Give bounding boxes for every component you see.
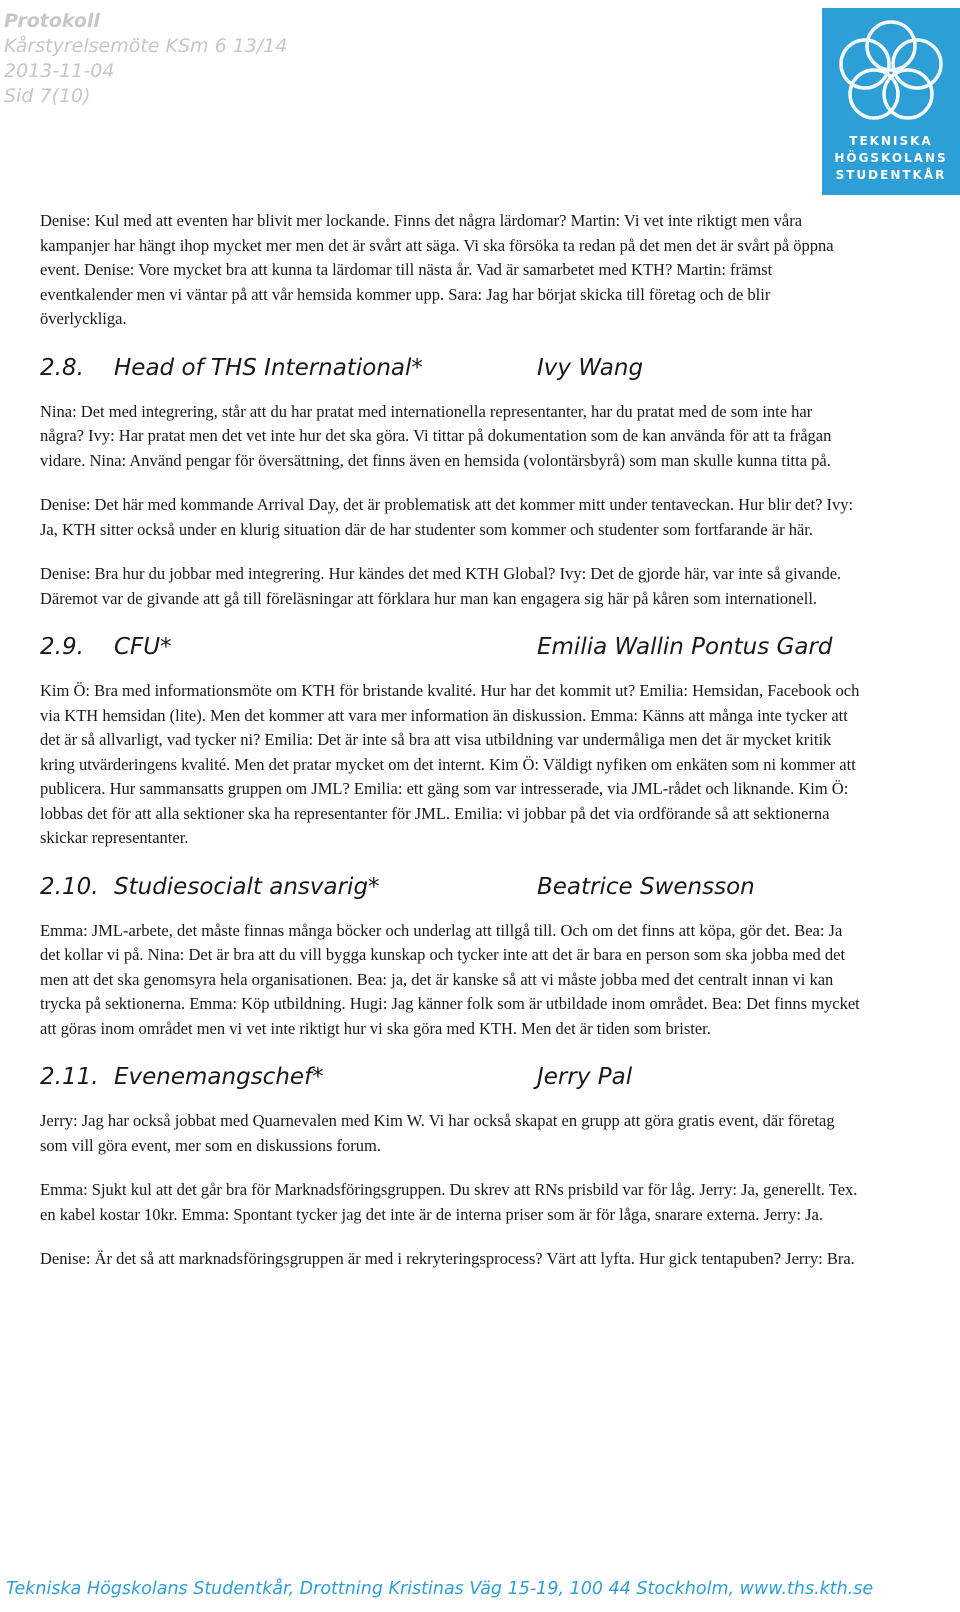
section-paragraph: Emma: JML-arbete, det måste finnas många böcker och underlag att tillgå till. Och om det finns att köpa, gör det. Bea: Ja det kollar vi på. Nina: Det är bra att du vill bygga kunskap och tycker inte att det är bara en person som ska jobba med det men att det ska genomsyra hela organisationen. Bea: ja, det är kanske så att vi måste jobba med det centralt innan vi kan trycka på sektionerna. Emma: Köp utbildning. Hugi: Jag känner folk som är utbildade inom området. Bea: Det finns mycket att göras inom området men vi vet inte riktigt hur vi ska göra med KTH. Men det är tiden som brister.	[40, 920, 860, 1038]
document-header	[4, 9, 287, 109]
intro-paragraph: Denise: Kul med att eventen har blivit mer lockande. Finns det några lärdomar? Martin: Vi vet inte riktigt men våra kampanjer har hängt ihop mycket mer men det är svårt att säga. Vi ska försöka ta redan på det men det är svårt på öppna event. Denise: Vore mycket bra att kunna ta lärdomar till nästa år. Vad är samarbetet med KTH? Martin: främst eventkalender men vi väntar på att vår hemsida kommer upp. Sara: Jag har börjat skicka till företag och de blir överlyckliga.	[40, 211, 834, 328]
section-title: CFU*	[114, 634, 172, 660]
section-person: Beatrice Swensson	[537, 873, 755, 900]
section-number: 2.9.	[40, 634, 84, 660]
ths-logo	[822, 8, 960, 195]
section-paragraph: Emma: Sjukt kul att det går bra för Marknadsföringsgruppen. Du skrev att RNs prisbild var för låg. Jerry: Ja, generellt. Tex. en kabel kostar 10kr. Emma: Spontant tycker jag det inte är de interna priser som är för låga, snarare externa. Jerry: Ja.	[40, 1180, 858, 1224]
section-paragraph: Kim Ö: Bra med informationsmöte om KTH för bristande kvalité. Hur har det kommit ut? Emilia: Hemsidan, Facebook och via KTH hemsidan (lite). Men det kommer att vara mer information än diskussion. Emma: Känns att många inte tycker att det är så allvarligt, vad tycker ni? Emilia: Det är inte så bra att visa utbildning var undermåliga men det är mycket kritik kring utvärderingens kvalité. Men det pratar mycket om det internt. Kim Ö: Väldigt nyfiken om enkäten som ni kommer att publicera. Hur sammansatts gruppen om JML? Emilia: ett gäng som var intresserade, via JML-rådet och liknande. Kim Ö: lobbas det för att alla sektioner ska ha representanter för JML. Emilia: vi jobbar på det via ordförande så att sektionerna skickar representanter.	[40, 681, 860, 847]
meeting-date: 2013-11-04	[4, 60, 115, 82]
section-person: Emilia Wallin Pontus Gard	[537, 634, 833, 660]
logo-line-2: HÖGSKOLANS	[834, 151, 948, 165]
section-heading	[40, 871, 860, 903]
page-number: Sid 7(10)	[4, 85, 91, 107]
doc-type-title: Protokoll	[4, 10, 100, 32]
flower-rings-icon	[832, 16, 950, 128]
section-paragraph: Nina: Det med integrering, står att du har pratat med internationella representanter, har du pratat med de som inte har några? Ivy: Har pratat men det vet inte hur det ska göra. Vi tittar på dokumentation som de kan använda för att ta frågan vidare. Nina: Använd pengar för översättning, det finns även en hemsida (volontärsbyrå) som man skulle kunna titta på.	[40, 401, 832, 470]
section-title: Studiesocialt ansvarig*	[114, 873, 380, 900]
section-number: 2.11.	[40, 1064, 99, 1090]
section-person: Jerry Pal	[537, 1064, 633, 1090]
section-heading	[40, 1061, 860, 1093]
section-paragraph: Denise: Är det så att marknadsföringsgruppen är med i rekryteringsprocess? Värt att lyfta. Hur gick tentapuben? Jerry: Bra.	[40, 1249, 855, 1268]
logo-line-1: TEKNISKA	[849, 134, 933, 148]
section-number: 2.10.	[40, 873, 99, 900]
section-heading	[40, 352, 860, 384]
section-person: Ivy Wang	[537, 354, 644, 381]
section-title: Head of THS International*	[114, 354, 423, 381]
section-number: 2.8.	[40, 354, 84, 381]
section-paragraph: Denise: Det här med kommande Arrival Day, det är problematisk att det kommer mitt under tentaveckan. Hur blir det? Ivy: Ja, KTH sitter också under en klurig situation där de har studenter som kommer och studenter som fortfarande är här.	[40, 495, 854, 539]
page-footer: Tekniska Högskolans Studentkår, Drottning Kristinas Väg 15-19, 100 44 Stockholm, www.ths.kth.se	[6, 1579, 874, 1599]
section-paragraph: Denise: Bra hur du jobbar med integrering. Hur kändes det med KTH Global? Ivy: Det de gjorde här, var inte så givande. Däremot var de givande att gå till föreläsningar att förklara hur man kan engagera sig här på kåren som internationell.	[40, 564, 842, 608]
document-body	[40, 209, 860, 1292]
section-paragraph: Jerry: Jag har också jobbat med Quarnevalen med Kim W. Vi har också skapat en grupp att göra gratis event, där företag som vill göra event, mer som en diskussions forum.	[40, 1111, 835, 1155]
logo-line-3: STUDENTKÅR	[835, 168, 947, 182]
section-heading	[40, 631, 860, 663]
meeting-name: Kårstyrelsemöte KSm 6 13/14	[4, 35, 288, 57]
section-title: Evenemangschef*	[114, 1064, 324, 1090]
